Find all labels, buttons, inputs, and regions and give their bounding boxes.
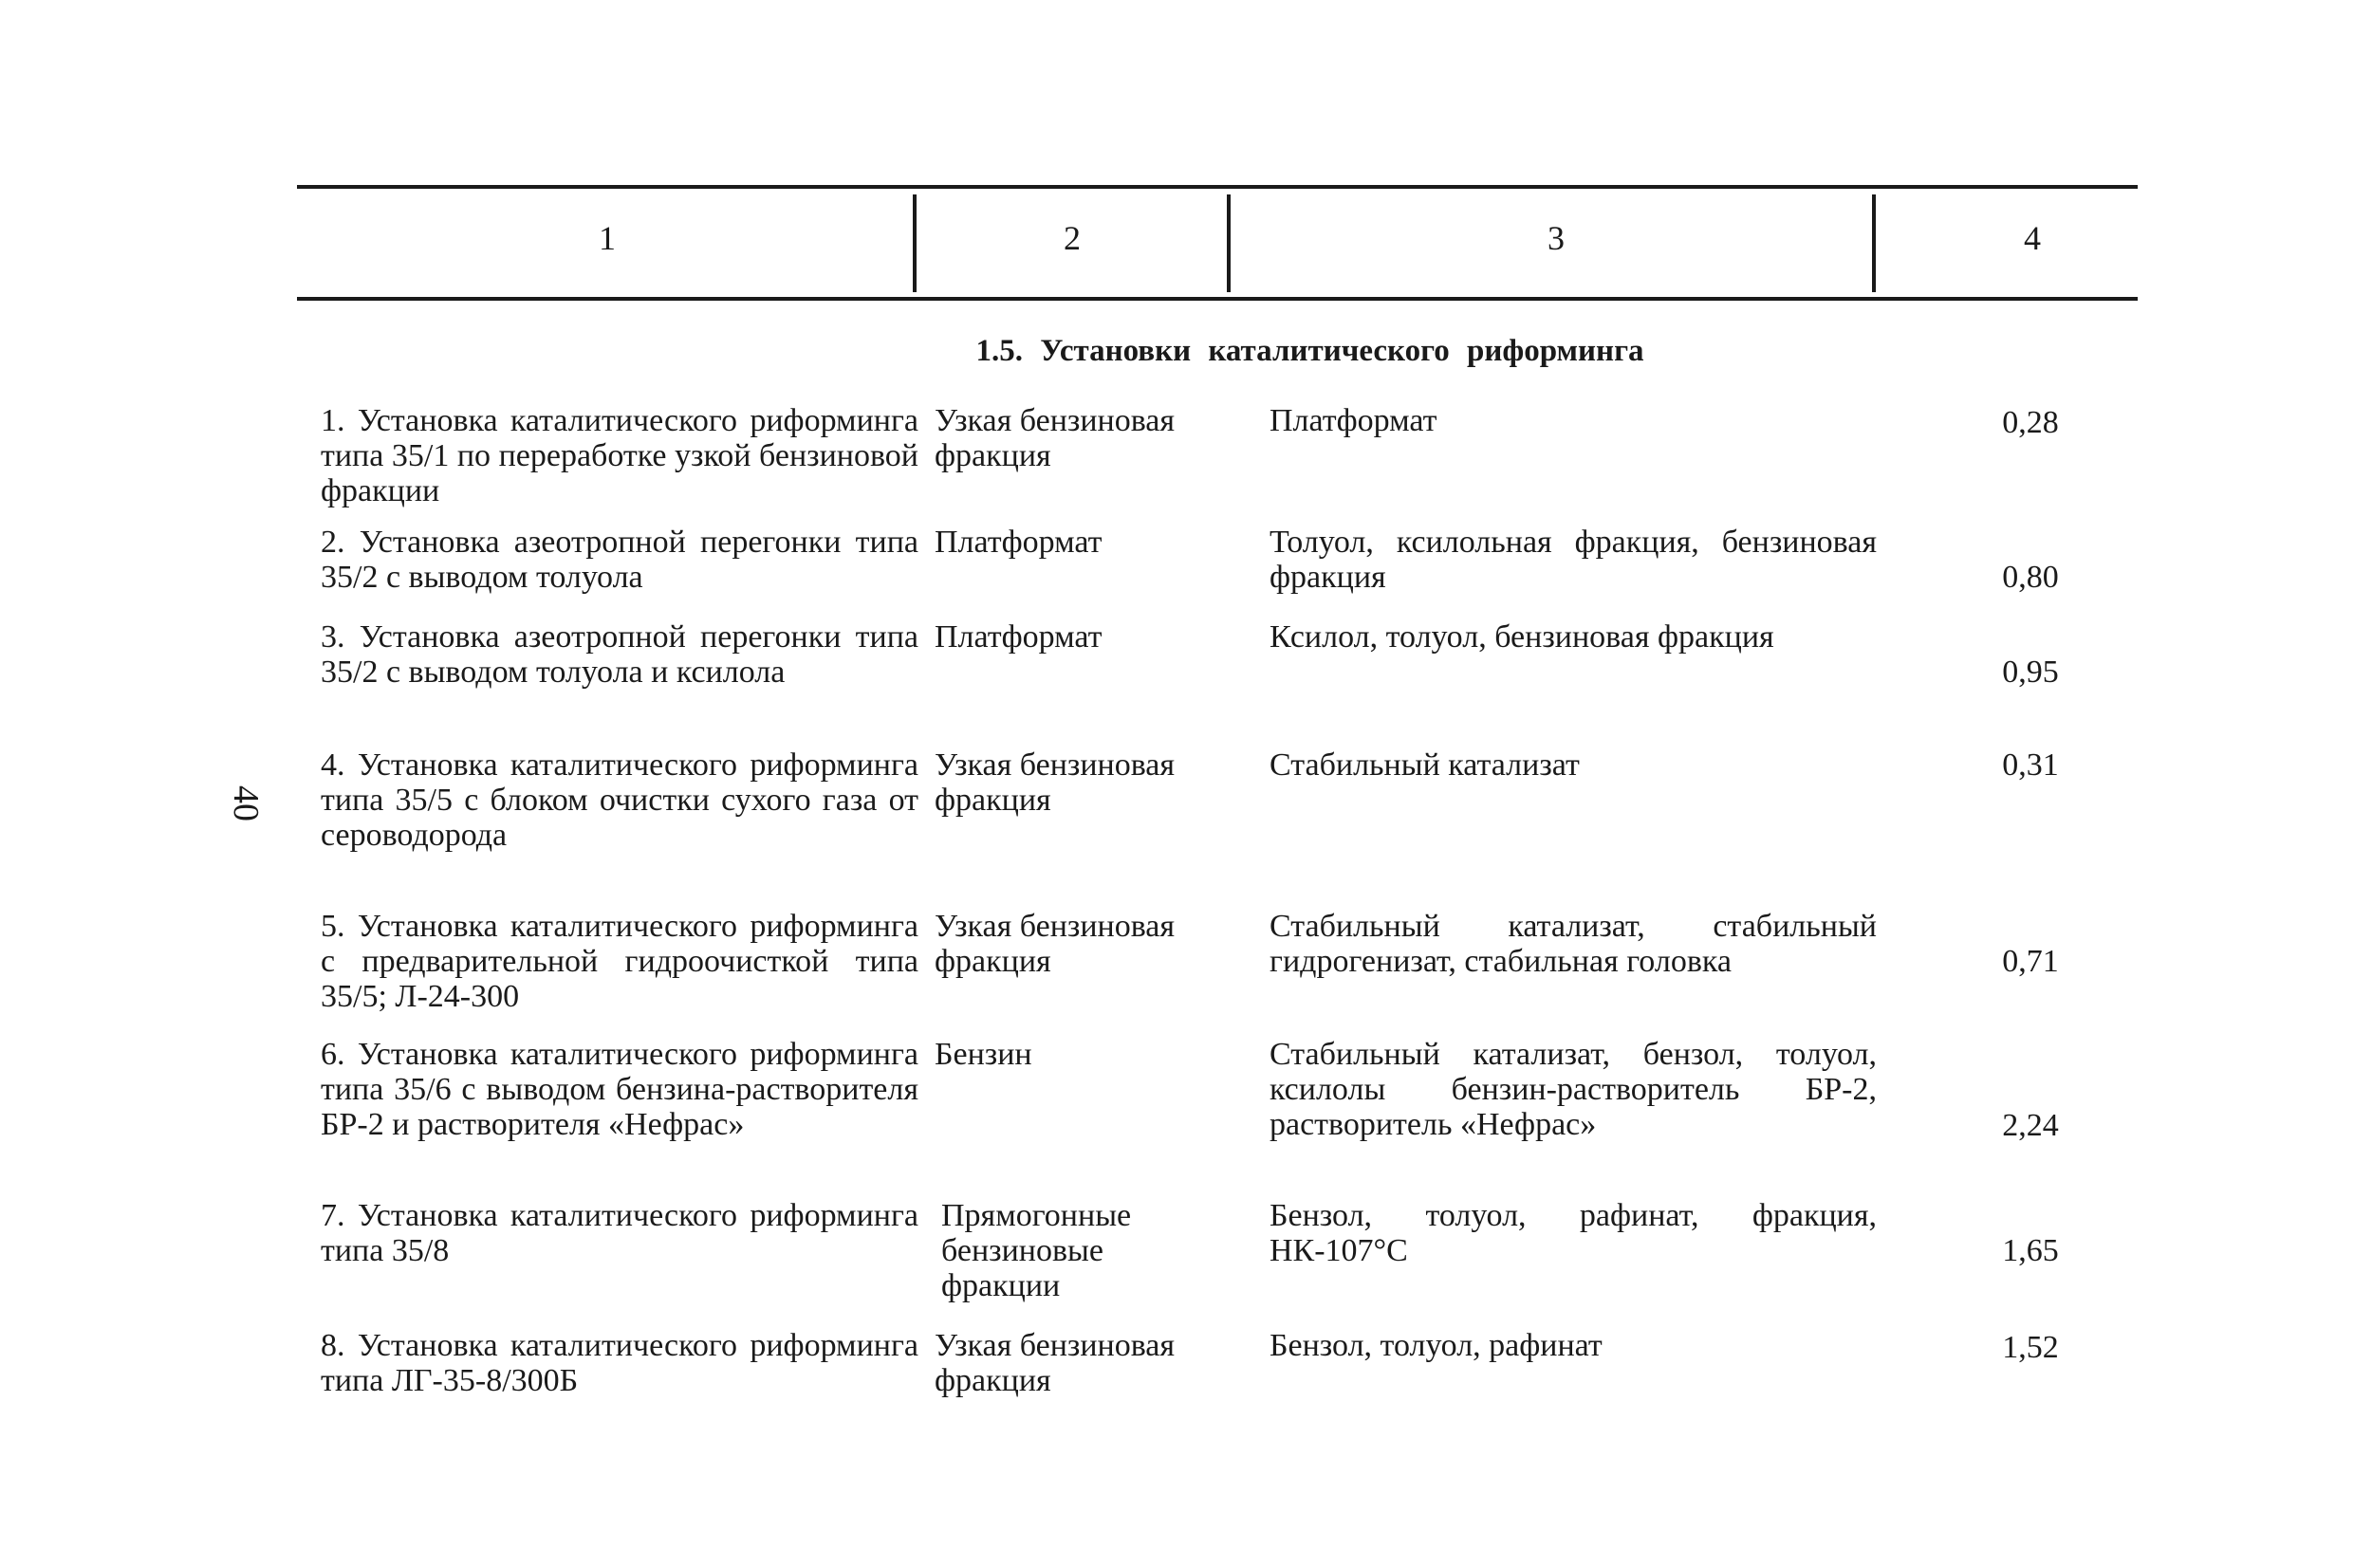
row-value: 0,80 (2002, 560, 2059, 595)
row-feed: Прямогонные бензиновые фракции (941, 1198, 1132, 1303)
row-name: Установка каталитического риформинга типа 35/6 с выводом бензина-растворителя БР-2 и растворителя «Нефрас» (321, 1037, 918, 1142)
row-number: 6. (321, 1037, 345, 1072)
row-feed: Бензин (935, 1037, 1032, 1072)
row-value: 0,71 (2002, 944, 2059, 979)
section-title: 1.5. Установки каталитического риформинга (975, 334, 1644, 368)
row-value: 0,95 (2002, 655, 2059, 690)
row-products: Платформат (1270, 403, 1437, 438)
row-value: 0,31 (2002, 747, 2059, 783)
row-name-cell (321, 747, 918, 853)
row-products: Стабильный катализат (1270, 747, 1580, 783)
row-name: Установка каталитического риформинга типа ЛГ-35-8/300Б (321, 1328, 918, 1398)
row-value: 0,28 (2002, 405, 2059, 440)
row-number: 7. (321, 1198, 345, 1233)
row-name-cell (321, 909, 918, 1014)
row-name: Установка каталитического риформинга типа 35/1 по переработке узкой бензиновой фракции (321, 403, 918, 508)
row-name: Установка каталитического риформинга типа 35/5 с блоком очистки сухого газа от сероводорода (321, 747, 918, 853)
row-products: Бензол, толуол, рафинат, фракция, НК-107°С (1270, 1198, 1877, 1268)
row-feed: Платформат (935, 619, 1103, 655)
row-feed: Узкая бензиновая фракция (935, 747, 1176, 818)
row-products: Ксилол, толуол, бензиновая фракция (1270, 619, 1774, 655)
column-header-2: 2 (1064, 219, 1081, 257)
column-divider-1-2 (913, 194, 917, 292)
row-feed: Узкая бензиновая фракция (935, 909, 1176, 979)
row-name: Установка каталитического риформинга типа 35/8 (321, 1198, 918, 1268)
row-products: Стабильный катализат, бензол, толуол, ксилолы бензин-растворитель БР-2, растворитель «Нефрас» (1270, 1037, 1877, 1142)
row-products: Бензол, толуол, рафинат (1270, 1328, 1603, 1363)
column-header-3: 3 (1548, 219, 1565, 257)
row-name-cell (321, 1198, 918, 1268)
table-top-rule (297, 185, 2138, 189)
row-feed: Узкая бензиновая фракция (935, 1328, 1176, 1398)
row-name-cell (321, 1037, 918, 1142)
row-number: 8. (321, 1328, 345, 1363)
row-name-cell (321, 1328, 918, 1398)
row-value: 2,24 (2002, 1108, 2059, 1143)
row-products: Стабильный катализат, стабильный гидрогенизат, стабильная головка (1270, 909, 1877, 979)
row-feed: Платформат (935, 525, 1103, 560)
table-header-bottom-rule (297, 297, 2138, 301)
column-divider-2-3 (1227, 194, 1231, 292)
row-value: 1,65 (2002, 1233, 2059, 1268)
row-products: Толуол, ксилольная фракция, бензиновая фракция (1270, 525, 1877, 595)
page-number: 40 (226, 785, 266, 821)
row-name: Установка азеотропной перегонки типа 35/2 с выводом толуола и ксилола (321, 619, 918, 690)
row-number: 5. (321, 909, 345, 944)
column-header-4: 4 (2024, 219, 2041, 257)
row-name-cell (321, 619, 918, 690)
row-name-cell (321, 403, 918, 508)
column-divider-3-4 (1872, 194, 1876, 292)
row-number: 4. (321, 747, 345, 783)
row-number: 2. (321, 525, 345, 560)
row-number: 1. (321, 403, 345, 438)
row-name: Установка азеотропной перегонки типа 35/2 с выводом толуола (321, 525, 918, 595)
row-name: Установка каталитического риформинга с предварительной гидроочисткой типа 35/5; Л-24-300 (321, 909, 918, 1014)
row-feed: Узкая бензиновая фракция (935, 403, 1176, 473)
row-value: 1,52 (2002, 1330, 2059, 1365)
row-number: 3. (321, 619, 345, 655)
column-header-1: 1 (599, 219, 616, 257)
row-name-cell (321, 525, 918, 595)
